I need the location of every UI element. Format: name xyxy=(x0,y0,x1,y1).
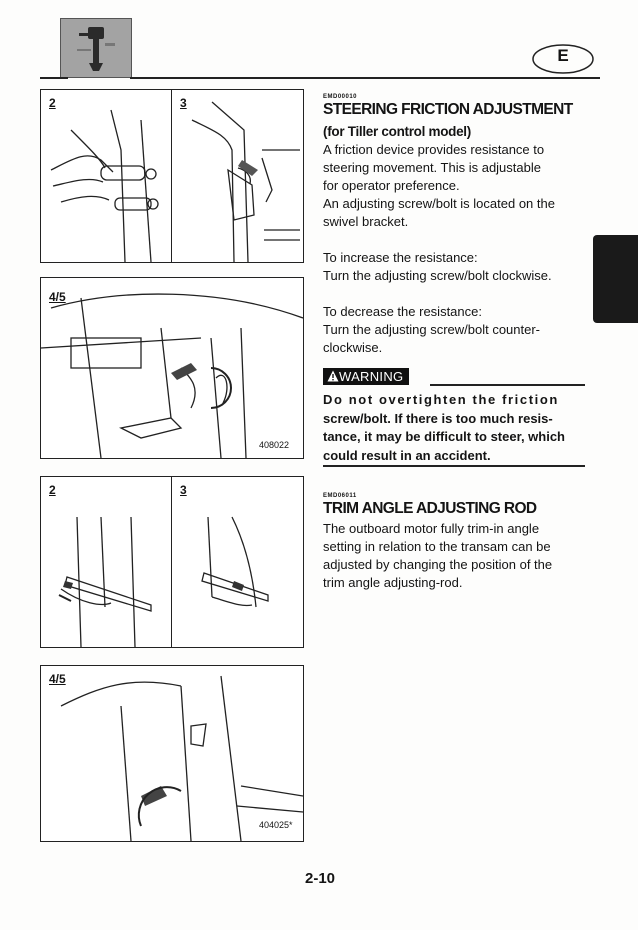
tiller-friction-illustration xyxy=(41,90,172,262)
figure-label: 2 xyxy=(49,96,56,110)
figure-code: 408022 xyxy=(259,440,290,450)
figure-panel-6 xyxy=(40,665,304,842)
warning-text xyxy=(323,391,585,465)
trim-rod-illustration xyxy=(41,477,172,647)
text-line: setting in relation to the transam can be xyxy=(323,539,551,554)
figure-label: 4/5 xyxy=(49,290,66,304)
warning-rule xyxy=(430,384,585,386)
text-line: adjusted by changing the position of the xyxy=(323,557,553,572)
text-line: steering movement. This is adjustable xyxy=(323,160,541,175)
paragraph xyxy=(323,141,585,231)
trim-rod-closeup-illustration xyxy=(41,666,303,841)
text-line: Turn the adjusting screw/bolt clockwise. xyxy=(323,268,552,283)
text-line: trim angle adjusting-rod. xyxy=(323,575,463,590)
section-subtitle: (for Tiller control model) xyxy=(323,124,471,139)
trim-rod-alt-illustration xyxy=(172,477,303,647)
header-rule-right xyxy=(130,77,600,79)
figure-panel-2 xyxy=(171,89,304,263)
text-line: screw/bolt. If there is too much resis- xyxy=(323,410,553,426)
paragraph xyxy=(323,520,585,592)
figure-code: 404025* xyxy=(259,820,293,830)
text-line: for operator preference. xyxy=(323,178,460,193)
text-line: To increase the resistance: xyxy=(323,250,478,265)
figure-label: 3 xyxy=(180,96,187,110)
text-line: The outboard motor fully trim-in angle xyxy=(323,521,540,536)
text-line: Turn the adjusting screw/bolt counter- xyxy=(323,322,541,337)
page-number: 2-10 xyxy=(304,870,336,887)
text-line: could result in an accident. xyxy=(323,447,491,463)
increase-instruction xyxy=(323,249,585,285)
text-line: Do not overtighten the friction xyxy=(323,392,559,407)
chapter-tab xyxy=(593,235,638,323)
figure-panel-5 xyxy=(171,476,304,648)
text-line: An adjusting screw/bolt is located on the xyxy=(323,196,555,211)
text-line: A friction device provides resistance to xyxy=(323,142,545,157)
warning-triangle-icon xyxy=(327,370,339,382)
section-code: EMD00010 xyxy=(323,94,358,100)
swivel-bracket-closeup-illustration xyxy=(41,278,303,458)
swivel-bracket-illustration xyxy=(172,90,303,262)
figure-label: 2 xyxy=(49,483,56,497)
warning-bottom-rule xyxy=(323,465,585,467)
header-rule-left xyxy=(40,77,68,79)
warning-badge xyxy=(323,368,409,385)
language-badge: E xyxy=(557,46,569,65)
text-line: To decrease the resistance: xyxy=(323,304,482,319)
section-title: STEERING FRICTION ADJUSTMENT xyxy=(323,101,573,118)
section-code: EMD06011 xyxy=(323,493,357,499)
outboard-motor-icon xyxy=(60,18,132,78)
figure-label: 4/5 xyxy=(49,672,66,686)
figure-panel-3 xyxy=(40,277,304,459)
section-title: TRIM ANGLE ADJUSTING ROD xyxy=(323,500,537,517)
text-line: clockwise. xyxy=(323,340,383,355)
figure-panel-4 xyxy=(40,476,173,648)
text-line: tance, it may be difficult to steer, which xyxy=(323,429,565,444)
text-line: swivel bracket. xyxy=(323,214,409,229)
figure-panel-1 xyxy=(40,89,173,263)
warning-label: WARNING xyxy=(339,369,404,384)
decrease-instruction xyxy=(323,303,585,357)
figure-label: 3 xyxy=(180,483,187,497)
